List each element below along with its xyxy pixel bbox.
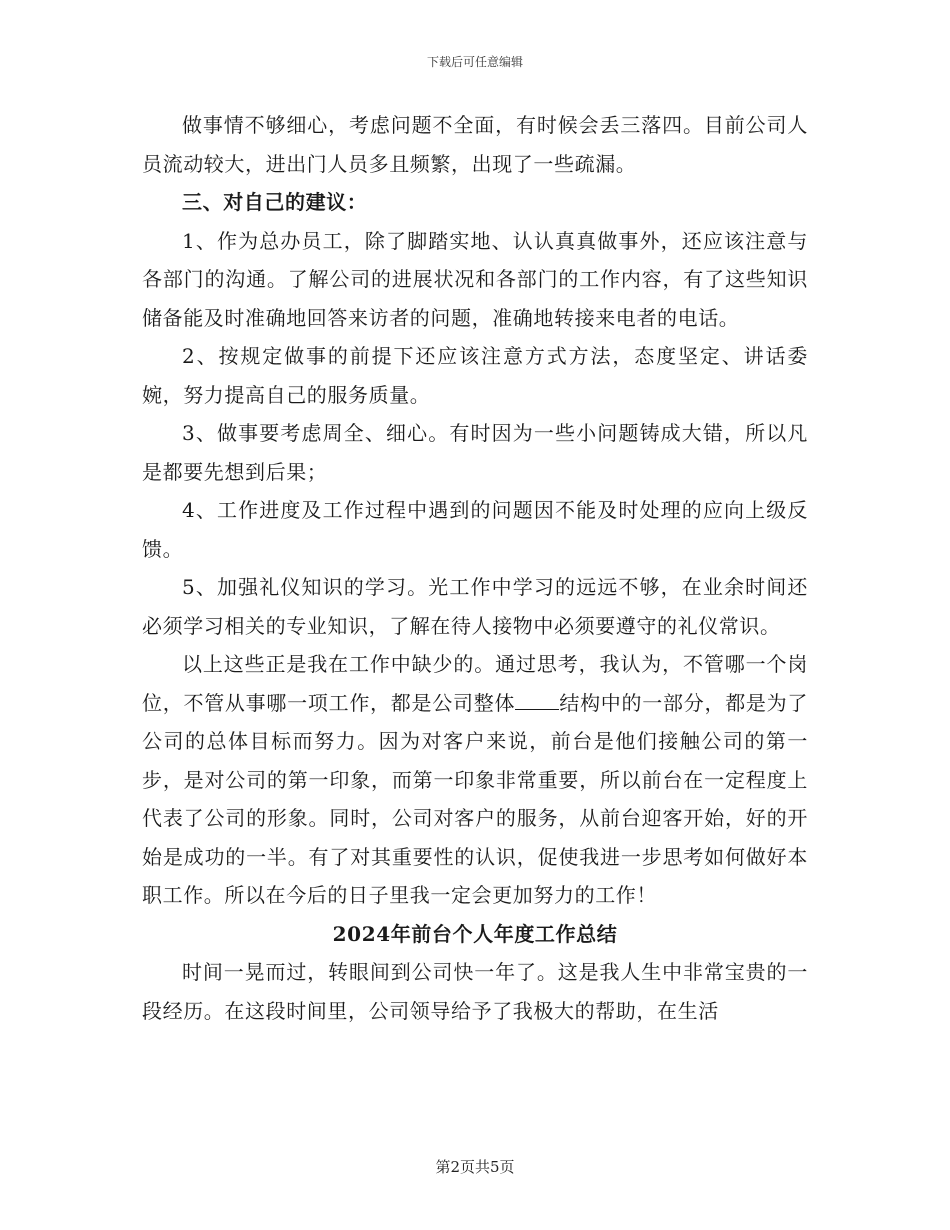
conclusion-text-part2: 结构中的一部分，都是为了公司的总体目标而努力。因为对客户来说，前台是他们接触公司的第一步，是对公司的第一印象，而第一印象非常重要，所以前台在一定程度上代表了公司的形象。同时，公司对客户的服务，从前台迎客开始，好的开始是成功的一半。有了对其重要性的认识，促使我进一步思考如何做好本职工作。所以在今后的日子里我一定会更加努力的工作！ (142, 690, 808, 907)
page-number-footer: 第2页共5页 (435, 1158, 515, 1176)
suggestion-item-3: 3、做事要考虑周全、细心。有时因为一些小问题铸成大错，所以凡是都要先想到后果； (142, 421, 808, 484)
paragraph-intro: 时间一晃而过，转眼间到公司快一年了。这是我人生中非常宝贵的一段经历。在这段时间里，公司领导给予了我极大的帮助，在生活 (142, 960, 808, 1023)
conclusion-text-part1: 以上这些正是我在工作中缺少的。通过思考，我认为，不管哪一个岗位，不管从事哪一项工作，都是公司整体 (142, 652, 808, 715)
paragraph-shortcomings: 做事情不够细心，考虑问题不全面，有时候会丢三落四。目前公司人员流动较大，进出门人员多且频繁，出现了一些疏漏。 (142, 113, 808, 176)
suggestion-item-1: 1、作为总办员工，除了脚踏实地、认认真真做事外，还应该注意与各部门的沟通。了解公司的进展状况和各部门的工作内容，有了这些知识储备能及时准确地回答来访者的问题，准确地转接来电者的电话。 (142, 228, 808, 330)
section-title-suggestions: 三、对自己的建议： (182, 190, 368, 214)
page-header-note: 下载后可任意编辑 (426, 55, 523, 69)
paragraph-conclusion (142, 645, 808, 915)
suggestion-item-2: 2、按规定做事的前提下还应该注意方式方法，态度坚定、讲话委婉，努力提高自己的服务质量。 (142, 344, 808, 407)
document-body (142, 106, 808, 1030)
suggestion-item-5: 5、加强礼仪知识的学习。光工作中学习的远远不够，在业余时间还必须学习相关的专业知识，了解在待人接物中必须要遵守的礼仪常识。 (142, 575, 808, 638)
blank-underline (515, 689, 559, 710)
suggestion-item-4: 4、工作进度及工作过程中遇到的问题因不能及时处理的应向上级反馈。 (142, 498, 808, 561)
document-title: 2024年前台个人年度工作总结 (332, 921, 618, 946)
